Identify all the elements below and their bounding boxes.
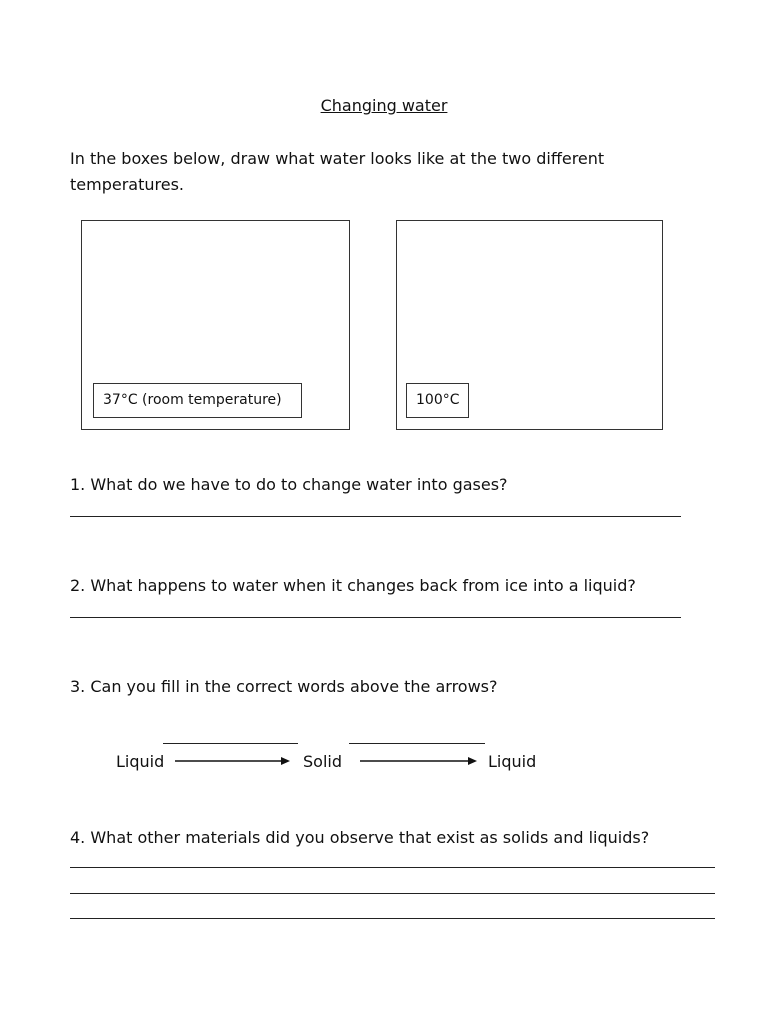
temperature-label-room: 37°C (room temperature)	[93, 383, 302, 418]
state-word-liquid-start: Liquid	[116, 752, 165, 771]
question-1: 1. What do we have to do to change water into gases?	[70, 475, 508, 494]
temperature-label-boiling: 100°C	[406, 383, 469, 418]
arrow-icon	[360, 755, 477, 767]
answer-line-q1[interactable]	[70, 516, 681, 517]
arrow-icon	[175, 755, 290, 767]
arrow-answer-line-2[interactable]	[349, 743, 485, 744]
question-4: 4. What other materials did you observe that exist as solids and liquids?	[70, 828, 650, 847]
intro-instructions: In the boxes below, draw what water looks like at the two different temperatures.	[70, 149, 605, 194]
answer-line-q2[interactable]	[70, 617, 681, 618]
answer-line-q4-3[interactable]	[70, 918, 715, 919]
state-word-liquid-end: Liquid	[488, 752, 537, 771]
answer-line-q4-2[interactable]	[70, 893, 715, 894]
question-3: 3. Can you fill in the correct words above the arrows?	[70, 677, 498, 696]
question-2: 2. What happens to water when it changes back from ice into a liquid?	[70, 576, 636, 595]
answer-line-q4-1[interactable]	[70, 867, 715, 868]
page-title: Changing water	[320, 96, 448, 115]
state-word-solid: Solid	[303, 752, 342, 771]
arrow-answer-line-1[interactable]	[163, 743, 298, 744]
